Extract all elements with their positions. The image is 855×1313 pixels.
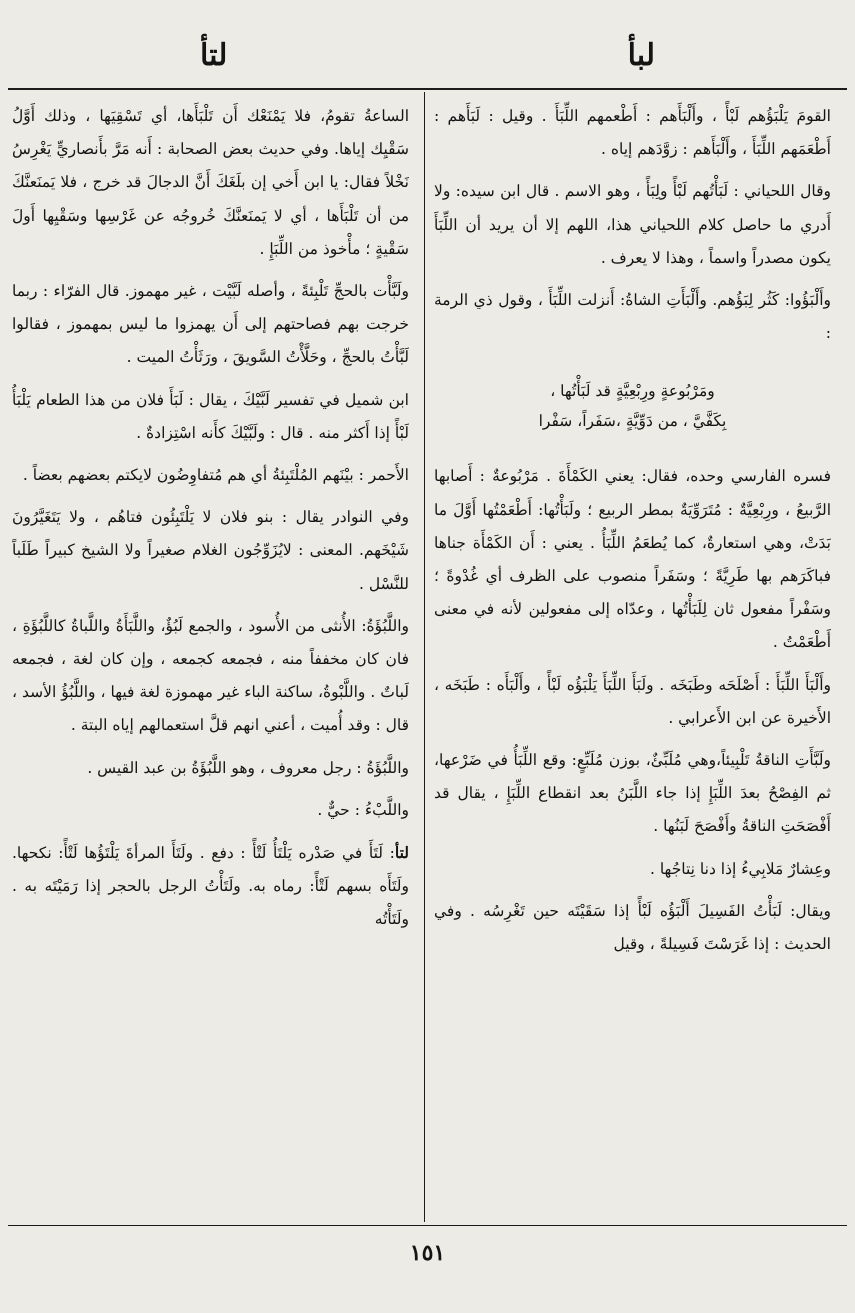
left-column xyxy=(12,100,409,1220)
running-head-right: لبأ xyxy=(627,38,655,73)
paragraph: الساعةُ تقومُ، فلا يَمْنَعْك أَن تَلْبَأَها، أي تَسْقِيَها ، وذلك أَوَّلُ سَقْيِك إياها. وفي حديث بعض الصحابة : أَنه مَرَّ بأَنصاريٍّ يَغْرِسُ نَخْلاً فقال: يا ابن أَخي إن بلَغَكَ أَنَّ الدجالَ قد خرج ، فلا يَمنَعنَّكَ من أن تَلْبَأَها ، أي لا يَمنَعنَّكَ خُروجُه عن غَرْسِها وسَقْيِها أَولَ سَقْيةٍ ؛ مأْخوذ من اللِّبَإِ . xyxy=(12,107,409,258)
header-rule xyxy=(8,88,847,90)
verse-line: بِكَفَّيَّ ، من دَوِّيَّةٍ ،سَفَراً، سَفْرا xyxy=(538,412,727,431)
verse-quotation xyxy=(434,376,831,436)
paragraph: وقال اللحياني : لَبَأْتُهم لَبْأً ولِبَأً ، وهو الاسم . قال ابن سيده: ولا أَدري ما حاصل كلام اللحياني هذا، اللهم إلا أن يريد أن اللِّبَأَ يكون مصدراً واسماً ، وهذا لا يعرف . xyxy=(434,182,831,267)
paragraph: القومَ يَلْبَؤُهم لَبْأً ، وأَلْبَأَهم : أَطْعمهم اللِّبَأَ . وقيل : لَبَأَهم : أَطْعَمَهم اللِّبَأَ ، وأَلْبَأَهم : زوَّدَهم إياه . xyxy=(434,107,831,159)
running-head-left: لتأ xyxy=(200,38,228,73)
paragraph: وأَلْبَأَ اللِّبَأَ : أَصْلَحَه وطَبَخَه . ولَبَأَ اللِّبَأَ يَلْبَؤُه لَبْأً ، وأَلْبَأَه : طَبَخَه ، الأَخيرة عن ابن الأَعرابي . xyxy=(434,675,831,727)
paragraph: وأَلْبَؤُوا: كَثُر لِبَؤُهم. وأَلْبَأَتِ الشاةُ: أَنزلت اللِّبَأَ ، وقول ذي الرمة : xyxy=(434,291,831,343)
page-number: ١٥١ xyxy=(409,1240,446,1266)
paragraph: ويقال: لَبَأْتُ الفَسِيلَ أَلْبَؤُه لَبْأً إذا سَقَيْتَه حين تَغْرِسُه . وفي الحديث : إذا غَرَسْتَ فَسِيلةً ، وقيل xyxy=(434,901,831,954)
paragraph: وفي النوادر يقال : بنو فلان لا يَلْتَبِئُون فتاهُم ، ولا يَتَغَيَّرُونَ شَيْخَهم. المعنى : لايُزَوِّجُون الغلام صغيراً ولا الشيخ كبيراً طَلَباً للنَّسْل . xyxy=(12,508,409,593)
paragraph: ولَبَّأَتِ الناقةُ تَلْبِيئاً،وهي مُلَبِّئٌ، بوزن مُلَبِّعٍ: وقع اللِّبَأُ في ضَرْعها، ثم الفِصْحُ بعدَ اللِّبَإِ إذا جاء اللَّبَنُ بعد انقطاع اللِّبَإِ ، يقال قد أَفْصَحَتِ الناقةُ وأَفْصَحَ لَبَنُها . xyxy=(434,751,831,836)
paragraph: واللَّبُؤَةُ: الأُنثى من الأُسود ، والجمع لَبُؤٌ، واللَّبَأَةُ واللَّباةُ كاللَّبُؤَةِ ، فان كان مخففاً منه ، فجمعه كجمعه ، وإن كان لغة ، فجمعه لَباتٌ . واللَّبْوةُ، ساكنة الباء غير مهموزة لغة فيها ، واللَّبُؤُ الأسد ، قال : وقد أُميت ، أعني انهم قلَّ استعمالهم إياه البتة . xyxy=(12,616,409,735)
verse-line: ومَرْبُوعةٍ ورِبْعِيَّةٍ قد لَبَأْتُها ، xyxy=(550,382,715,401)
paragraph: الأَحمر : بيْنَهم المُلْتَبِئةُ أي هم مُتفاوِضُون لايكتم بعضهم بعضاً . xyxy=(22,466,409,485)
paragraph: ابن شميل في تفسير لَبَّيْكَ ، يقال : لَبَأَ فلان من هذا الطعام يَلْبَأُ لَبْأً إذا أَكثر منه . قال : ولَبَّيْكَ كأَنه اسْتِزادةٌ . xyxy=(12,390,409,442)
paragraph: واللَّبُؤَةُ : رجل معروف ، وهو اللَّبُؤَةُ بن عبد القيس . xyxy=(87,758,409,777)
footer-rule xyxy=(8,1225,847,1226)
column-divider xyxy=(424,92,425,1222)
paragraph: وعِشارٌ مَلابِيءُ إذا دنا نِتاجُها . xyxy=(649,859,831,878)
entry xyxy=(12,836,409,937)
entry-headword: لتأ xyxy=(394,843,409,863)
paragraph: فسره الفارسي وحده، فقال: يعني الكَمْأَةَ . مَرْبُوعةٌ : أَصابها الرَّبيعُ ، ورِبْعِيَّةٌ : مُتَرَوِّيَةٌ بمطر الربيع ؛ ولَبَأْتُها: أَطْعَمْتُها أَوَّلَ ما بَدَتْ، وهي استعارةٌ، كما يُطعَمُ اللِّبَأُ . يعني : أَن الكَمْأَة جناها فباكَرَهم بها طَرِيَّةً ؛ وسَفَراً منصوب على الظرف أي غُدْوةً ؛ وسَفْراً مفعول ثان لِلَبَأْتُها ، وعدّاه إلى مفعولين لأنه في معنى أَطْعَمْتُ . xyxy=(434,467,831,652)
right-column xyxy=(434,100,831,1220)
entry-text: : لَتَأَ في صَدْره يَلْتَأُ لَتْأً : دفع . ولَتَأَ المرأةَ يَلْتَؤُها لَتْأً: نكحها. ولَتَأَه بسهم لَتْأً: رماه به. ولَتَأْتُ الرجل بالحجر إذا رَمَيْتَه به . ولَتَأْتُه xyxy=(12,844,409,929)
paragraph: ولَبَّأْت بالحجِّ تَلْبِئةً ، وأصله لَبَّيْت ، غير مهموز. قال الفرّاء : ربما خرجت بهم فصاحتهم إلى أَن يهمزوا ما ليس بمهموز ، فقالوا لَبَّأْتُ بالحجِّ ، وحَلَّأْتُ السَّويقَ ، ورَثَأْتُ الميت . xyxy=(12,282,409,367)
paragraph: واللَّبْءُ : حيٌّ . xyxy=(317,800,409,819)
